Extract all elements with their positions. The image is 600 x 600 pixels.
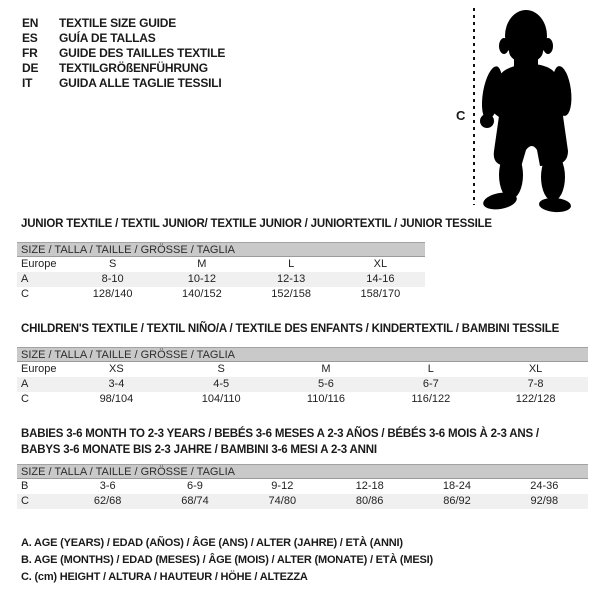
size-header-bar: SIZE / TALLA / TAILLE / GRÖSSE / TAGLIA	[17, 242, 425, 257]
guide-title-en: TEXTILE SIZE GUIDE	[59, 16, 177, 30]
language-row-de	[22, 61, 225, 76]
language-row-it	[22, 76, 225, 91]
age-cell: 24-36	[530, 480, 559, 492]
size-cell: S	[108, 258, 117, 270]
age-cell: 5-6	[318, 378, 334, 390]
row-label: C	[21, 495, 29, 507]
language-code: ES	[22, 31, 38, 45]
size-cell: M	[197, 258, 207, 270]
row-label: C	[21, 288, 29, 300]
height-cell: 86/92	[443, 495, 471, 507]
size-cell: XL	[373, 258, 388, 270]
age-cell: 3-6	[99, 480, 116, 492]
age-cell: 14-16	[366, 273, 395, 285]
table-row-height	[17, 494, 588, 509]
table-row-age-months	[17, 479, 588, 494]
junior-size-table	[17, 242, 425, 302]
height-cell: 68/74	[181, 495, 209, 507]
children-section-title: CHILDREN'S TEXTILE / TEXTIL NIÑO/A / TEXTILE DES ENFANTS / KINDERTEXTIL / BAMBINI TESSILE	[21, 323, 560, 335]
junior-section-title: JUNIOR TEXTILE / TEXTIL JUNIOR/ TEXTILE JUNIOR / JUNIORTEXTIL / JUNIOR TESSILE	[21, 218, 492, 230]
age-cell: 10-12	[187, 273, 216, 285]
height-cell: 116/122	[411, 393, 451, 405]
height-cell: 122/128	[515, 393, 556, 405]
age-cell: 3-4	[108, 378, 125, 390]
toddler-silhouette-icon	[450, 3, 598, 215]
size-cell: M	[321, 363, 331, 375]
babies-size-table	[17, 464, 588, 509]
height-cell: 152/158	[271, 288, 311, 300]
age-cell: 7-8	[527, 378, 544, 390]
age-cell: 12-13	[277, 273, 306, 285]
height-cell: 74/80	[268, 495, 297, 507]
age-cell: 18-24	[442, 480, 472, 492]
size-header-bar: SIZE / TALLA / TAILLE / GRÖSSE / TAGLIA	[17, 347, 588, 362]
size-cell: XL	[528, 363, 543, 375]
guide-title-de: TEXTILGRÖßENFÜHRUNG	[59, 61, 208, 75]
legend-footnotes	[21, 535, 433, 586]
babies-section-title	[21, 426, 581, 458]
height-cell: 80/86	[355, 495, 384, 507]
babies-title-line2: BABYS 3-6 MONATE BIS 2-3 JAHRE / BAMBINI 3-6 MESI A 2-3 ANNI	[21, 444, 377, 456]
height-cell: 110/116	[306, 393, 346, 405]
footnote-c: C. (cm) HEIGHT / ALTURA / HAUTEUR / HÖHE / ALTEZZA	[21, 571, 308, 583]
size-cell: S	[217, 363, 225, 375]
row-label: A	[21, 273, 29, 285]
footnote-b: B. AGE (MONTHS) / EDAD (MESES) / ÂGE (MOIS) / ALTER (MONATE) / ETÀ (MESI)	[21, 554, 433, 566]
babies-title-line1: BABIES 3-6 MONTH TO 2-3 YEARS / BEBÉS 3-6 MESES A 2-3 AÑOS / BÉBÉS 3-6 MOIS À 2-3 ANS /	[21, 428, 539, 440]
guide-title-es: GUÍA DE TALLAS	[59, 31, 156, 45]
row-label: A	[21, 378, 29, 390]
table-row-europe	[17, 257, 425, 272]
height-measure-label: C	[456, 108, 466, 123]
height-cell: 158/170	[360, 288, 401, 300]
guide-title-fr: GUIDE DES TAILLES TEXTILE	[59, 46, 226, 60]
language-code: IT	[22, 76, 33, 90]
height-measure-figure	[450, 3, 598, 215]
row-label: Europe	[21, 258, 57, 270]
table-row-age	[17, 272, 425, 287]
age-cell: 6-9	[187, 480, 203, 492]
language-title-list	[22, 16, 225, 91]
table-row-height	[17, 287, 425, 302]
guide-title-it: GUIDA ALLE TAGLIE TESSILI	[59, 76, 222, 90]
footnote-a: A. AGE (YEARS) / EDAD (AÑOS) / ÂGE (ANS) / ALTER (JAHRE) / ETÀ (ANNI)	[21, 537, 403, 549]
language-row-fr	[22, 46, 225, 61]
size-cell: L	[427, 363, 434, 375]
language-code: FR	[22, 46, 38, 60]
size-header-bar: SIZE / TALLA / TAILLE / GRÖSSE / TAGLIA	[17, 464, 588, 479]
height-cell: 62/68	[93, 495, 122, 507]
age-cell: 9-12	[271, 480, 294, 492]
height-cell: 140/152	[181, 288, 222, 300]
height-cell: 128/140	[92, 288, 133, 300]
height-cell: 98/104	[99, 393, 134, 405]
table-row-age	[17, 377, 588, 392]
language-code: DE	[22, 61, 39, 75]
age-cell: 6-7	[422, 378, 439, 390]
children-size-table	[17, 347, 588, 407]
language-code: EN	[22, 16, 39, 30]
language-row-es	[22, 31, 225, 46]
size-cell: XS	[109, 363, 124, 375]
size-cell: L	[288, 258, 295, 270]
height-cell: 92/98	[530, 495, 559, 507]
table-row-height	[17, 392, 588, 407]
age-cell: 12-18	[355, 480, 384, 492]
age-cell: 8-10	[101, 273, 124, 285]
row-label: Europe	[21, 363, 57, 375]
age-cell: 4-5	[213, 378, 230, 390]
row-label: C	[21, 393, 29, 405]
table-row-europe	[17, 362, 588, 377]
language-row-en	[22, 16, 225, 31]
height-cell: 104/110	[201, 393, 241, 405]
row-label: B	[21, 480, 29, 492]
